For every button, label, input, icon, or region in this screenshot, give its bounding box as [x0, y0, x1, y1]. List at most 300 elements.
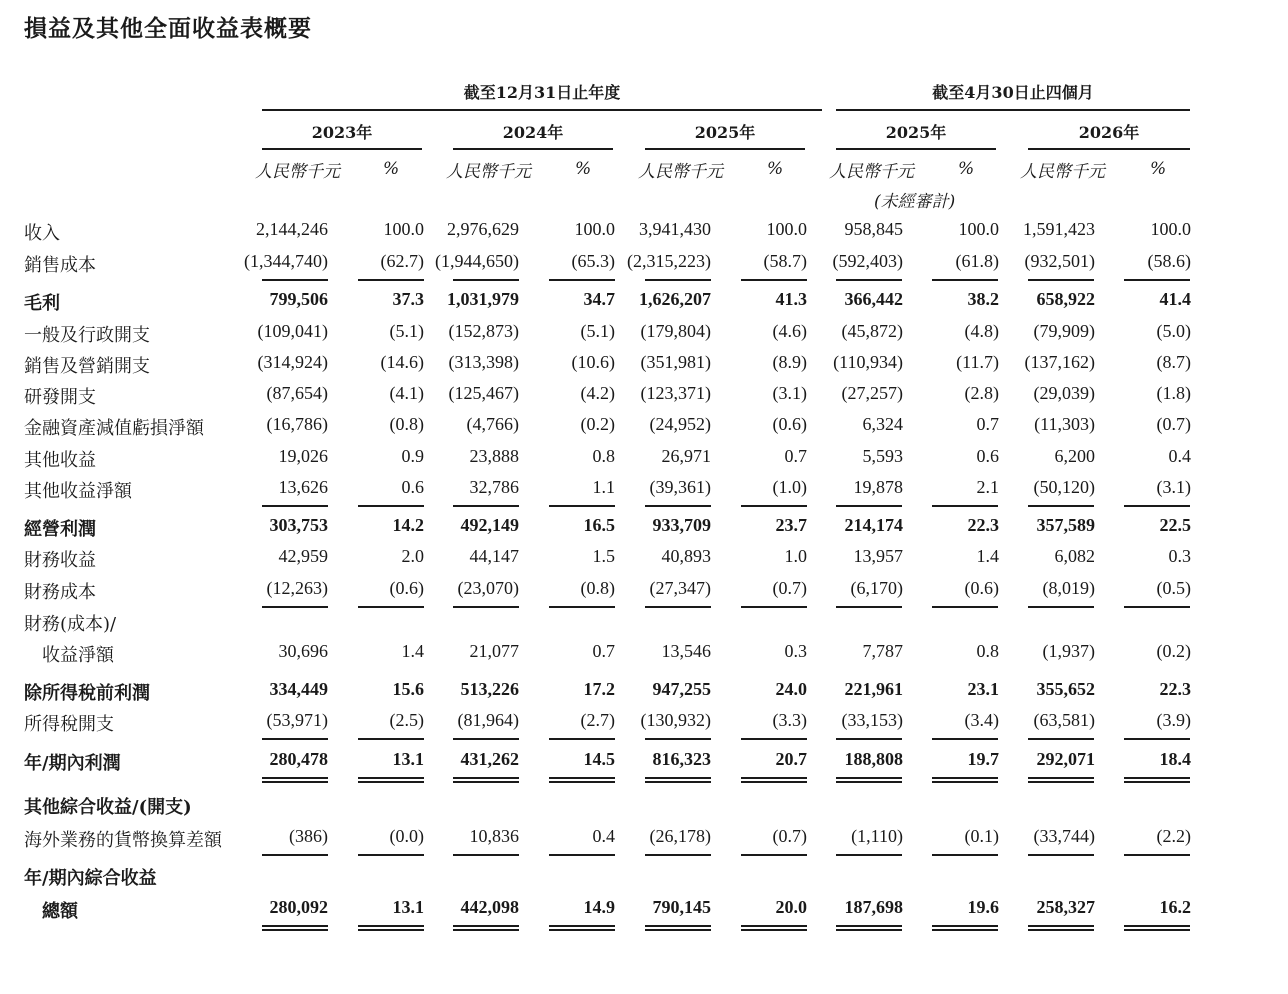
percent-cell: 24.0 [775, 679, 807, 699]
row-label [24, 477, 244, 503]
total-double-rule [645, 925, 711, 931]
subtotal-rule [932, 505, 998, 507]
percent-cell: 14.5 [583, 749, 615, 769]
row-label-text: 所得稅開支 [24, 714, 114, 735]
total-double-rule [1028, 925, 1094, 931]
percent-cell: 14.9 [583, 897, 615, 917]
amount-cell: (81,964) [457, 710, 519, 730]
amount-cell: (63,581) [1033, 710, 1095, 730]
group-underline [262, 109, 822, 111]
amount-cell: 3,941,430 [639, 219, 711, 239]
subtotal-rule [549, 738, 615, 740]
percent-cell: 2.0 [401, 546, 424, 566]
amount-cell: 334,449 [269, 679, 328, 699]
row-label [24, 826, 244, 852]
row-label [24, 251, 244, 277]
subtotal-rule [932, 738, 998, 740]
amount-cell: (26,178) [649, 826, 711, 846]
percent-cell: 22.5 [1159, 515, 1191, 535]
percent-cell: 22.3 [967, 515, 999, 535]
percent-cell: 19.7 [967, 749, 999, 769]
amount-cell: (110,934) [833, 352, 903, 372]
percent-cell: (62.7) [380, 251, 424, 271]
row-label [24, 446, 244, 472]
percent-cell: 0.7 [976, 414, 999, 434]
percent-cell: (0.2) [580, 414, 615, 434]
unit-amount: 人民幣千元 [255, 162, 340, 182]
row-label-text: 財務成本 [24, 582, 96, 603]
amount-cell: (45,872) [841, 321, 903, 341]
percent-cell: (0.7) [1156, 414, 1191, 434]
subtotal-rule [1124, 854, 1190, 856]
amount-cell: 816,323 [652, 749, 711, 769]
amount-cell: (1,344,740) [244, 251, 328, 271]
amount-cell: (386) [289, 826, 328, 846]
percent-cell: 0.7 [592, 641, 615, 661]
subtotal-rule [741, 738, 807, 740]
subtotal-rule [836, 606, 902, 608]
amount-cell: (123,371) [640, 383, 711, 403]
row-label [24, 864, 244, 890]
unit-percent: % [383, 159, 400, 179]
percent-cell: 0.6 [976, 446, 999, 466]
amount-cell: 258,327 [1036, 897, 1095, 917]
year-header: 2025年 [694, 123, 756, 142]
subtotal-rule [1028, 606, 1094, 608]
year-underline [836, 148, 996, 150]
amount-cell: 1,031,979 [447, 289, 519, 309]
amount-cell: 221,961 [844, 679, 903, 699]
subtotal-rule [932, 279, 998, 281]
row-label [24, 710, 244, 736]
subtotal-rule [1028, 854, 1094, 856]
subtotal-rule [358, 738, 424, 740]
subtotal-rule [549, 854, 615, 856]
unit-amount: 人民幣千元 [638, 162, 723, 182]
amount-cell: 214,174 [844, 515, 903, 535]
amount-cell: 6,200 [1054, 446, 1095, 466]
percent-cell: 41.3 [775, 289, 807, 309]
amount-cell: (39,361) [649, 477, 711, 497]
percent-cell: 0.4 [1168, 446, 1191, 466]
amount-cell: (53,971) [266, 710, 328, 730]
year-underline [262, 148, 422, 150]
total-double-rule [836, 925, 902, 931]
subtotal-rule [453, 279, 519, 281]
unit-percent: % [958, 159, 975, 179]
row-label-text: 一般及行政開支 [24, 325, 150, 346]
amount-cell: (179,804) [640, 321, 711, 341]
total-double-rule [932, 925, 998, 931]
percent-cell: 0.4 [592, 826, 615, 846]
group-header-year-end: 截至12月31日止年度 [463, 83, 621, 102]
percent-cell: 34.7 [583, 289, 615, 309]
year-header: 2024年 [502, 123, 564, 142]
amount-cell: (50,120) [1033, 477, 1095, 497]
percent-cell: 1.0 [784, 546, 807, 566]
total-double-rule [741, 777, 807, 783]
percent-cell: (0.8) [389, 414, 424, 434]
subtotal-rule [741, 606, 807, 608]
percent-cell: 0.3 [1168, 546, 1191, 566]
amount-cell: 13,957 [853, 546, 903, 566]
percent-cell: (2.8) [964, 383, 999, 403]
percent-cell: 18.4 [1159, 749, 1191, 769]
amount-cell: 492,149 [460, 515, 519, 535]
subtotal-rule [645, 606, 711, 608]
total-double-rule [645, 777, 711, 783]
unit-percent: % [1150, 159, 1167, 179]
amount-cell: 933,709 [652, 515, 711, 535]
row-label [24, 546, 244, 572]
percent-cell: (3.9) [1156, 710, 1191, 730]
amount-cell: (33,744) [1033, 826, 1095, 846]
amount-cell: 280,478 [269, 749, 328, 769]
percent-cell: (2.5) [389, 710, 424, 730]
row-label [24, 321, 244, 347]
subtotal-rule [932, 854, 998, 856]
amount-cell: 44,147 [469, 546, 519, 566]
amount-cell: (592,403) [832, 251, 903, 271]
subtotal-rule [645, 738, 711, 740]
percent-cell: 37.3 [392, 289, 424, 309]
percent-cell: (5.0) [1156, 321, 1191, 341]
percent-cell: (4.8) [964, 321, 999, 341]
row-label [24, 897, 244, 923]
row-label [24, 352, 244, 378]
percent-cell: (3.1) [1156, 477, 1191, 497]
amount-cell: 5,593 [862, 446, 903, 466]
amount-cell: (27,257) [841, 383, 903, 403]
percent-cell: (0.6) [772, 414, 807, 434]
row-label-text: 年/期內綜合收益 [24, 868, 157, 889]
amount-cell: 10,836 [469, 826, 519, 846]
percent-cell: (0.7) [772, 826, 807, 846]
percent-cell: 1.4 [401, 641, 424, 661]
amount-cell: (29,039) [1033, 383, 1095, 403]
percent-cell: (11.7) [956, 352, 999, 372]
subtotal-rule [645, 505, 711, 507]
subtotal-rule [932, 606, 998, 608]
subtotal-rule [1124, 738, 1190, 740]
total-double-rule [1028, 777, 1094, 783]
year-header: 2025年 [885, 123, 947, 142]
amount-cell: 6,324 [862, 414, 903, 434]
percent-cell: (5.1) [389, 321, 424, 341]
amount-cell: (1,110) [851, 826, 903, 846]
total-double-rule [549, 925, 615, 931]
percent-cell: 20.7 [775, 749, 807, 769]
percent-cell: (0.6) [389, 578, 424, 598]
row-label [24, 515, 244, 541]
total-double-rule [549, 777, 615, 783]
unit-percent: % [767, 159, 784, 179]
amount-cell: 1,591,423 [1023, 219, 1095, 239]
unit-percent: % [575, 159, 592, 179]
total-double-rule [1124, 777, 1190, 783]
row-label [24, 793, 244, 819]
amount-cell: (24,952) [649, 414, 711, 434]
percent-cell: (3.4) [964, 710, 999, 730]
percent-cell: (0.8) [580, 578, 615, 598]
percent-cell: (3.3) [772, 710, 807, 730]
row-label-text: 收入 [24, 223, 60, 244]
row-label-text: 財務(成本)/ [24, 614, 117, 635]
percent-cell: 23.7 [775, 515, 807, 535]
amount-cell: 947,255 [652, 679, 711, 699]
amount-cell: 513,226 [460, 679, 519, 699]
amount-cell: (79,909) [1033, 321, 1095, 341]
total-double-rule [1124, 925, 1190, 931]
subtotal-rule [836, 505, 902, 507]
percent-cell: 100.0 [1150, 219, 1191, 239]
percent-cell: 100.0 [766, 219, 807, 239]
amount-cell: (109,041) [257, 321, 328, 341]
percent-cell: (61.8) [955, 251, 999, 271]
row-label [24, 641, 244, 667]
percent-cell: 17.2 [583, 679, 615, 699]
subtotal-rule [1028, 738, 1094, 740]
percent-cell: 1.5 [592, 546, 615, 566]
year-header: 2026年 [1078, 123, 1140, 142]
subtotal-rule [1124, 279, 1190, 281]
row-label [24, 289, 244, 315]
percent-cell: (4.1) [389, 383, 424, 403]
subtotal-rule [262, 279, 328, 281]
subtotal-rule [836, 279, 902, 281]
row-label-text: 銷售成本 [24, 255, 96, 276]
subtotal-rule [262, 606, 328, 608]
subtotal-rule [262, 505, 328, 507]
percent-cell: 41.4 [1159, 289, 1191, 309]
percent-cell: 13.1 [392, 749, 424, 769]
amount-cell: (27,347) [649, 578, 711, 598]
row-label-text: 研發開支 [24, 387, 96, 408]
amount-cell: (23,070) [457, 578, 519, 598]
percent-cell: 16.5 [583, 515, 615, 535]
subtotal-rule [645, 279, 711, 281]
percent-cell: (0.1) [964, 826, 999, 846]
total-double-rule [262, 925, 328, 931]
amount-cell: (130,932) [640, 710, 711, 730]
amount-cell: 13,626 [278, 477, 328, 497]
total-double-rule [358, 777, 424, 783]
subtotal-rule [741, 505, 807, 507]
amount-cell: (12,263) [266, 578, 328, 598]
amount-cell: 355,652 [1036, 679, 1095, 699]
percent-cell: (0.7) [772, 578, 807, 598]
amount-cell: 2,144,246 [256, 219, 328, 239]
amount-cell: 431,262 [460, 749, 519, 769]
percent-cell: (8.7) [1156, 352, 1191, 372]
row-label [24, 219, 244, 245]
amount-cell: 19,878 [853, 477, 903, 497]
amount-cell: (2,315,223) [627, 251, 711, 271]
amount-cell: 26,971 [661, 446, 711, 466]
percent-cell: (1.0) [772, 477, 807, 497]
total-double-rule [932, 777, 998, 783]
row-label-text: 其他收益淨額 [24, 481, 132, 502]
percent-cell: 0.8 [592, 446, 615, 466]
percent-cell: 16.2 [1159, 897, 1191, 917]
amount-cell: 19,026 [278, 446, 328, 466]
amount-cell: (87,654) [266, 383, 328, 403]
year-underline [453, 148, 613, 150]
percent-cell: (58.7) [763, 251, 807, 271]
amount-cell: (11,303) [1034, 414, 1095, 434]
percent-cell: 100.0 [383, 219, 424, 239]
percent-cell: 23.1 [967, 679, 999, 699]
percent-cell: (8.9) [772, 352, 807, 372]
percent-cell: 38.2 [967, 289, 999, 309]
row-label-text: 其他綜合收益/(開支) [24, 797, 192, 818]
subtotal-rule [358, 279, 424, 281]
amount-cell: 42,959 [278, 546, 328, 566]
row-label-text: 金融資產減值虧損淨額 [24, 418, 204, 439]
unaudited-note: (未經審計) [874, 192, 956, 212]
amount-cell: (1,937) [1042, 641, 1095, 661]
unit-amount: 人民幣千元 [829, 162, 914, 182]
year-underline [1028, 148, 1190, 150]
row-label [24, 383, 244, 409]
subtotal-rule [1124, 606, 1190, 608]
group-underline [836, 109, 1190, 111]
total-double-rule [358, 925, 424, 931]
percent-cell: (3.1) [772, 383, 807, 403]
subtotal-rule [453, 738, 519, 740]
subtotal-rule [645, 854, 711, 856]
group-header-four-months: 截至4月30日止四個月 [932, 83, 1094, 102]
row-label-text: 經營利潤 [24, 519, 96, 540]
subtotal-rule [836, 854, 902, 856]
percent-cell: (0.0) [389, 826, 424, 846]
amount-cell: (314,924) [257, 352, 328, 372]
percent-cell: (0.6) [964, 578, 999, 598]
percent-cell: 15.6 [392, 679, 424, 699]
amount-cell: (33,153) [841, 710, 903, 730]
amount-cell: 40,893 [661, 546, 711, 566]
row-label-text: 銷售及營銷開支 [24, 356, 150, 377]
total-double-rule [741, 925, 807, 931]
subtotal-rule [358, 505, 424, 507]
subtotal-rule [453, 854, 519, 856]
row-label [24, 610, 244, 636]
amount-cell: 23,888 [469, 446, 519, 466]
percent-cell: (0.2) [1156, 641, 1191, 661]
row-label [24, 679, 244, 705]
amount-cell: 21,077 [469, 641, 519, 661]
subtotal-rule [262, 854, 328, 856]
row-label-text: 毛利 [24, 293, 60, 314]
amount-cell: (313,398) [448, 352, 519, 372]
unit-amount: 人民幣千元 [1020, 162, 1105, 182]
amount-cell: 187,698 [844, 897, 903, 917]
percent-cell: (5.1) [580, 321, 615, 341]
row-label [24, 578, 244, 604]
amount-cell: 357,589 [1036, 515, 1095, 535]
amount-cell: (137,162) [1024, 352, 1095, 372]
percent-cell: 22.3 [1159, 679, 1191, 699]
subtotal-rule [358, 854, 424, 856]
year-header: 2023年 [311, 123, 373, 142]
row-label-text: 財務收益 [24, 550, 96, 571]
percent-cell: (0.5) [1156, 578, 1191, 598]
row-label [24, 749, 244, 775]
percent-cell: 1.4 [976, 546, 999, 566]
amount-cell: (16,786) [266, 414, 328, 434]
subtotal-rule [741, 854, 807, 856]
total-double-rule [453, 925, 519, 931]
percent-cell: 0.7 [784, 446, 807, 466]
row-label-text: 總額 [42, 901, 78, 922]
amount-cell: 658,922 [1036, 289, 1095, 309]
amount-cell: (932,501) [1024, 251, 1095, 271]
amount-cell: (351,981) [640, 352, 711, 372]
amount-cell: 292,071 [1036, 749, 1095, 769]
row-label-text: 收益淨額 [42, 645, 114, 666]
year-underline [645, 148, 805, 150]
subtotal-rule [1028, 279, 1094, 281]
percent-cell: (4.6) [772, 321, 807, 341]
amount-cell: 6,082 [1054, 546, 1095, 566]
subtotal-rule [549, 606, 615, 608]
unit-amount: 人民幣千元 [446, 162, 531, 182]
amount-cell: (8,019) [1042, 578, 1095, 598]
amount-cell: 7,787 [862, 641, 903, 661]
subtotal-rule [1028, 505, 1094, 507]
row-label-text: 年/期內利潤 [24, 753, 121, 774]
amount-cell: 30,696 [278, 641, 328, 661]
subtotal-rule [453, 606, 519, 608]
subtotal-rule [549, 279, 615, 281]
percent-cell: 14.2 [392, 515, 424, 535]
percent-cell: 100.0 [958, 219, 999, 239]
amount-cell: 442,098 [460, 897, 519, 917]
subtotal-rule [549, 505, 615, 507]
total-double-rule [262, 777, 328, 783]
amount-cell: 32,786 [469, 477, 519, 497]
page-title: 損益及其他全面收益表概要 [24, 15, 312, 42]
percent-cell: 100.0 [574, 219, 615, 239]
amount-cell: (152,873) [448, 321, 519, 341]
percent-cell: (65.3) [571, 251, 615, 271]
percent-cell: 0.3 [784, 641, 807, 661]
row-label-text: 除所得稅前利潤 [24, 683, 150, 704]
percent-cell: (2.7) [580, 710, 615, 730]
percent-cell: (10.6) [571, 352, 615, 372]
subtotal-rule [836, 738, 902, 740]
percent-cell: 20.0 [775, 897, 807, 917]
subtotal-rule [262, 738, 328, 740]
amount-cell: (6,170) [850, 578, 903, 598]
amount-cell: (4,766) [466, 414, 519, 434]
amount-cell: (125,467) [448, 383, 519, 403]
amount-cell: 366,442 [844, 289, 903, 309]
amount-cell: 13,546 [661, 641, 711, 661]
percent-cell: (1.8) [1156, 383, 1191, 403]
percent-cell: 2.1 [976, 477, 999, 497]
row-label-text: 海外業務的貨幣換算差額 [24, 830, 222, 851]
percent-cell: (4.2) [580, 383, 615, 403]
percent-cell: 19.6 [967, 897, 999, 917]
amount-cell: 958,845 [844, 219, 903, 239]
percent-cell: 0.9 [401, 446, 424, 466]
percent-cell: (14.6) [380, 352, 424, 372]
amount-cell: 790,145 [652, 897, 711, 917]
subtotal-rule [1124, 505, 1190, 507]
total-double-rule [453, 777, 519, 783]
row-label [24, 414, 244, 440]
